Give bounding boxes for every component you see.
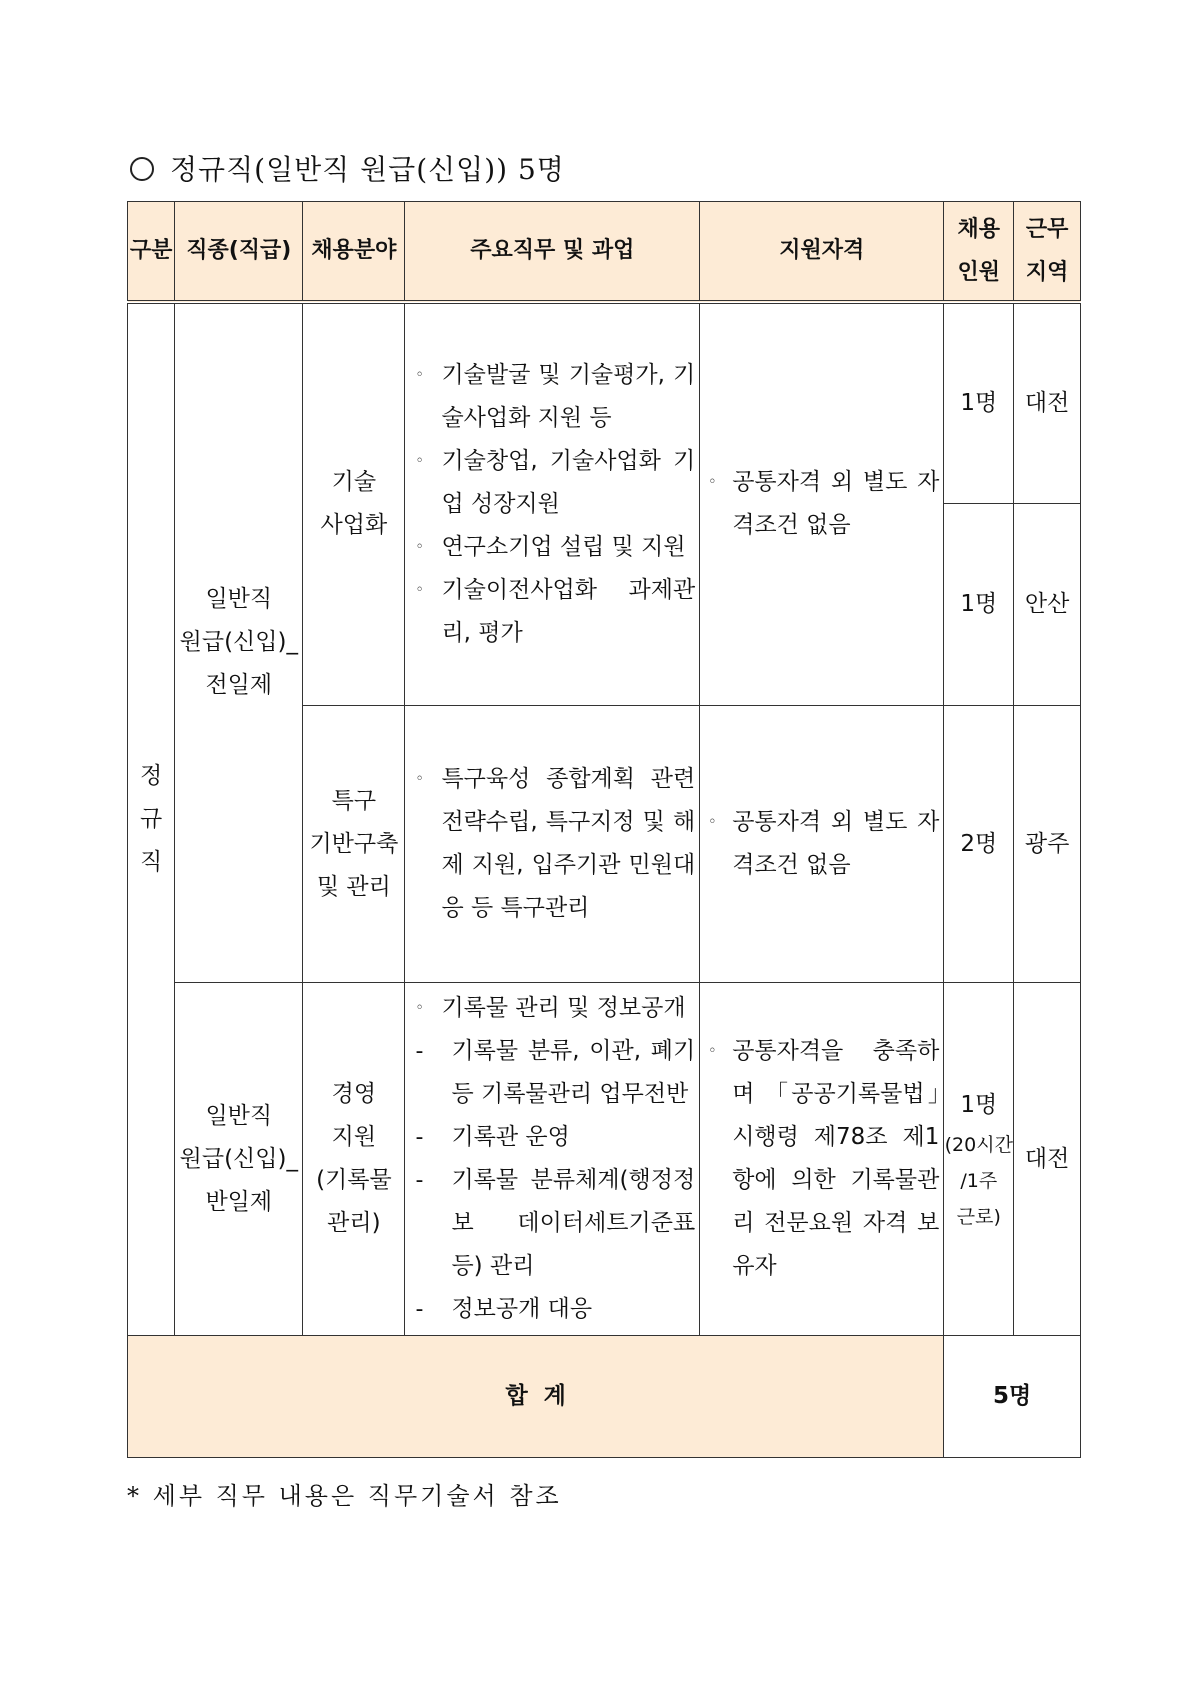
total-row [128,1336,1081,1458]
footnote: * 세부 직무 내용은 직무기술서 참조 [127,1482,562,1510]
duties-special-zone-cell [405,706,700,983]
header-duties: 주요직무 및 과업 [405,202,700,302]
duties-management-records-cell [405,983,700,1336]
duty-item: ◦ 기술이전사업화 과제관리, 평가 [415,569,695,655]
field-special-zone-cell: 특구 기반구축 및 관리 [303,706,405,983]
duty-item: ◦ 기술창업, 기술사업화 기업 성장지원 [415,440,695,526]
qualification-special-zone-cell: ◦ 공통자격 외 별도 자격조건 없음 [700,706,944,983]
header-qualification: 지원자격 [700,202,944,302]
qualification-tech-commercialization-cell: ◦ 공통자격 외 별도 자격조건 없음 [700,302,944,706]
small-circle-bullet-icon: ◦ [415,581,424,598]
field-management-records-cell: 경영 지원 (기록물 관리) [303,983,405,1336]
page-heading [130,148,565,188]
duty-item: ◦ 기술발굴 및 기술평가, 기술사업화 지원 등 [415,354,695,440]
location-cell: 대전 [1014,302,1081,504]
duty-subitem: - 정보공개 대응 [415,1288,695,1331]
headcount-cell: 1명 (20시간 /1주 근로) [944,983,1014,1336]
circle-bullet-icon [130,157,154,181]
small-circle-bullet-icon: ◦ [708,474,717,491]
duty-item: ◦ 기록물 관리 및 정보공개 [415,987,695,1030]
headcount-note: /1주 [960,1169,998,1192]
small-circle-bullet-icon: ◦ [415,771,424,787]
small-circle-bullet-icon: ◦ [708,814,717,830]
category-cell: 정 규 직 [128,302,175,1336]
duty-item: ◦ 연구소기업 설립 및 지원 [415,526,695,569]
location-cell: 광주 [1014,706,1081,983]
heading-text: 정규직(일반직 원급(신입)) 5명 [170,153,565,186]
small-circle-bullet-icon: ◦ [415,1000,424,1016]
duty-subitem: - 기록물 분류체계(행정정보 데이터세트기준표 등) 관리 [415,1159,695,1288]
total-value: 5명 [944,1336,1081,1458]
recruitment-table [127,201,1081,1458]
dash-bullet-icon: - [415,1168,424,1193]
qualification-management-records-cell: ◦ 공통자격을 충족하며 「공공기록물법」시행령 제78조 제1항에 의한 기록물관리 전문요원 자격 보유자 [700,983,944,1336]
header-headcount: 채용 인원 [944,202,1014,302]
dash-bullet-icon: - [415,1125,424,1150]
headcount-note: (20시간 [944,1133,1013,1156]
duty-subitem: - 기록물 분류, 이관, 폐기 등 기록물관리 업무전반 [415,1030,695,1116]
header-job-type: 직종(직급) [175,202,303,302]
location-cell: 대전 [1014,983,1081,1336]
headcount-cell: 1명 [944,302,1014,504]
headcount-cell: 2명 [944,706,1014,983]
duty-item: ◦ 특구육성 종합계획 관련 전략수립, 특구지정 및 해제 지원, 입주기관 민원대응 등 특구관리 [415,758,695,930]
small-circle-bullet-icon: ◦ [415,538,424,555]
header-field: 채용분야 [303,202,405,302]
header-category: 구분 [128,202,175,302]
dash-bullet-icon: - [415,1297,424,1322]
small-circle-bullet-icon: ◦ [415,366,424,383]
header-location: 근무 지역 [1014,202,1081,302]
job-type-halftime-cell: 일반직 원급(신입)_ 반일제 [175,983,303,1336]
table-row [128,302,1081,504]
duty-subitem: - 기록관 운영 [415,1116,695,1159]
job-type-fulltime-cell: 일반직 원급(신입)_ 전일제 [175,302,303,983]
field-tech-commercialization-cell: 기술 사업화 [303,302,405,706]
small-circle-bullet-icon: ◦ [415,452,424,469]
location-cell: 안산 [1014,504,1081,706]
dash-bullet-icon: - [415,1039,424,1064]
table-row [128,983,1081,1336]
total-label: 합 계 [128,1336,944,1458]
duties-tech-commercialization-cell [405,302,700,706]
small-circle-bullet-icon: ◦ [708,1043,717,1059]
table-header-row [128,202,1081,302]
headcount-note: 근로) [956,1205,1001,1228]
headcount-cell: 1명 [944,504,1014,706]
